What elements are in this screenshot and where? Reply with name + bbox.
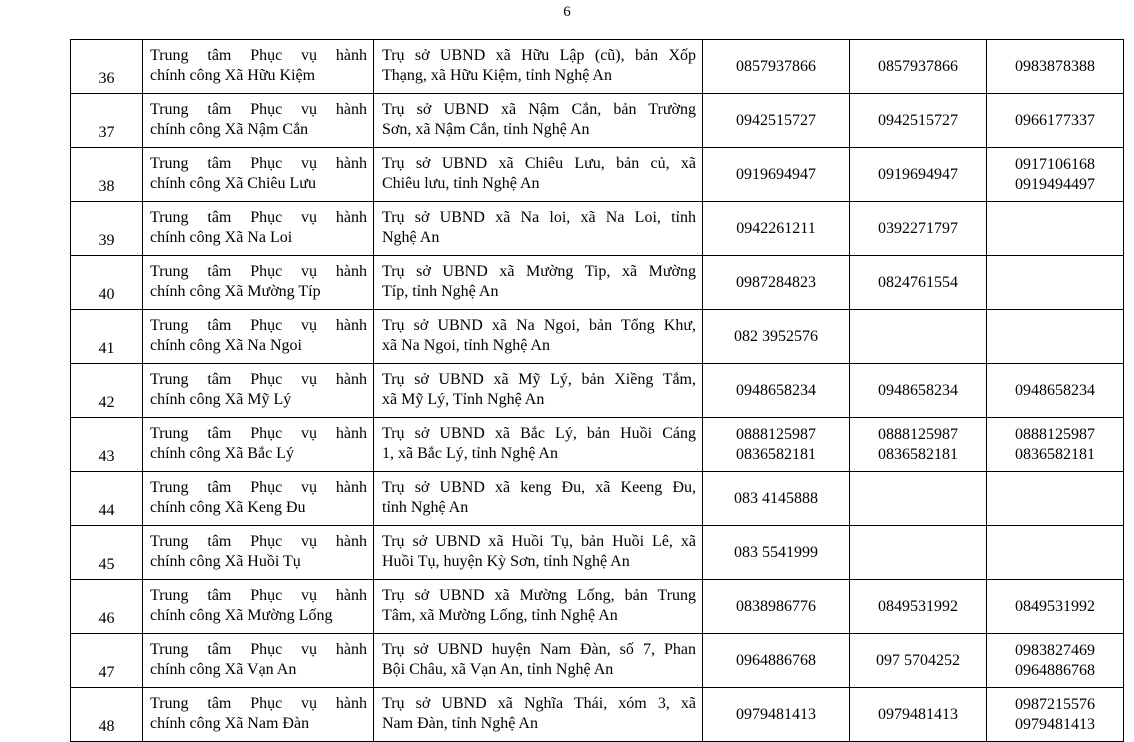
table-row [71,40,1124,94]
row-number: 40 [71,256,143,310]
phone-cell-2 [850,634,987,688]
phone-cell-3 [987,148,1124,202]
center-name-line-1: Trung tâm Phục vụ hành [150,263,367,280]
phone-number: 0979481413 [878,705,958,723]
address-line-1: Trụ sở UBND huyện Nam Đàn, số 7, Phan [382,641,696,658]
center-name-cell [143,688,374,742]
table-row [71,202,1124,256]
phone-number: 0919694947 [736,165,816,183]
phone-cell-3 [987,634,1124,688]
page-number: 6 [563,4,571,20]
phone-cell-1 [703,526,850,580]
center-name-line-2: chính công Xã Mỹ Lý [150,391,292,408]
phone-cell-1 [703,364,850,418]
phone-cell-1 [703,472,850,526]
address-cell [374,526,703,580]
address-line-2: Tâm, xã Mường Lống, tỉnh Nghệ An [382,607,618,624]
phone-cell-3 [987,688,1124,742]
phone-number: 0857937866 [878,57,958,75]
phone-number: 0917106168 [1015,155,1095,173]
phone-number: 0987284823 [736,273,816,291]
phone-cell-3 [987,202,1124,256]
row-number: 42 [71,364,143,418]
phone-cell-2 [850,526,987,580]
phone-number: 0979481413 [736,705,816,723]
phone-cell-3 [987,418,1124,472]
center-name-line-1: Trung tâm Phục vụ hành [150,479,367,496]
center-name-line-1: Trung tâm Phục vụ hành [150,317,367,334]
table-row [71,310,1124,364]
address-line-2: Nghệ An [382,229,440,246]
center-name-line-1: Trung tâm Phục vụ hành [150,587,367,604]
center-name-line-2: chính công Xã Bắc Lý [150,445,294,462]
address-cell [374,40,703,94]
address-line-1: Trụ sở UBND xã Chiêu Lưu, bản củ, xã [382,155,696,172]
center-name-cell [143,202,374,256]
phone-number: 0983878388 [1015,57,1095,75]
row-number: 43 [71,418,143,472]
phone-cell-1 [703,256,850,310]
center-name-line-2: chính công Xã Hữu Kiệm [150,67,316,84]
center-name-line-2: chính công Xã Huồi Tụ [150,553,301,570]
address-line-1: Trụ sở UBND xã Mường Lống, bản Trung [382,587,696,604]
phone-number: 0836582181 [878,445,958,463]
row-number: 46 [71,580,143,634]
phone-number: 0964886768 [736,651,816,669]
phone-number: 082 3952576 [734,327,818,345]
table-row [71,580,1124,634]
center-name-cell [143,94,374,148]
center-name-cell [143,634,374,688]
phone-cell-3 [987,94,1124,148]
address-cell [374,256,703,310]
phone-number: 0888125987 [736,425,816,443]
phone-number: 083 4145888 [734,489,818,507]
row-number: 39 [71,202,143,256]
phone-cell-3 [987,40,1124,94]
phone-cell-3 [987,310,1124,364]
address-line-2: Típ, tỉnh Nghệ An [382,283,499,300]
address-line-2: xã Mỹ Lý, Tỉnh Nghệ An [382,391,545,408]
table-row [71,688,1124,742]
address-line-1: Trụ sở UBND xã Mường Tip, xã Mường [382,263,696,280]
address-line-2: xã Na Ngoi, tỉnh Nghệ An [382,337,550,354]
phone-number: 0838986776 [736,597,816,615]
phone-number: 0857937866 [736,57,816,75]
address-line-2: Thạng, xã Hữu Kiệm, tỉnh Nghệ An [382,67,612,84]
phone-cell-1 [703,310,850,364]
address-line-1: Trụ sở UBND xã Na Ngoi, bản Tổng Khư, [382,317,696,334]
phone-number: 0888125987 [878,425,958,443]
table-row [71,418,1124,472]
center-name-cell [143,256,374,310]
center-name-line-2: chính công Xã Na Loi [150,229,293,246]
table-row [71,364,1124,418]
phone-number: 083 5541999 [734,543,818,561]
phone-cell-2 [850,418,987,472]
address-line-1: Trụ sở UBND xã Na loi, xã Na Loi, tỉnh [382,209,696,226]
phone-number: 0888125987 [1015,425,1095,443]
phone-cell-2 [850,310,987,364]
address-cell [374,472,703,526]
phone-number: 0979481413 [1015,715,1095,733]
center-name-line-1: Trung tâm Phục vụ hành [150,695,367,712]
address-line-1: Trụ sở UBND xã Bắc Lý, bản Huồi Cáng [382,425,696,442]
address-line-1: Trụ sở UBND xã Mỹ Lý, bản Xiềng Tắm, [382,371,696,388]
address-cell [374,364,703,418]
center-name-cell [143,580,374,634]
phone-cell-2 [850,472,987,526]
center-name-line-2: chính công Xã Mường Lống [150,607,333,624]
center-name-line-1: Trung tâm Phục vụ hành [150,209,367,226]
address-cell [374,202,703,256]
table-row [71,148,1124,202]
row-number: 37 [71,94,143,148]
phone-cell-1 [703,202,850,256]
center-name-line-2: chính công Xã Nam Đàn [150,715,310,732]
phone-number: 0392271797 [878,219,958,237]
center-name-line-2: chính công Xã Vạn An [150,661,297,678]
phone-number: 0836582181 [1015,445,1095,463]
center-name-line-1: Trung tâm Phục vụ hành [150,47,367,64]
center-name-line-1: Trung tâm Phục vụ hành [150,533,367,550]
address-cell [374,634,703,688]
phone-number: 0849531992 [878,597,958,615]
row-number: 48 [71,688,143,742]
phone-number: 0964886768 [1015,661,1095,679]
phone-cell-1 [703,94,850,148]
center-name-line-1: Trung tâm Phục vụ hành [150,371,367,388]
address-cell [374,148,703,202]
row-number: 44 [71,472,143,526]
phone-cell-1 [703,580,850,634]
row-number: 47 [71,634,143,688]
phone-cell-2 [850,364,987,418]
phone-number: 0987215576 [1015,695,1095,713]
phone-cell-1 [703,688,850,742]
center-name-line-2: chính công Xã Mường Típ [150,283,321,300]
phone-cell-3 [987,364,1124,418]
contact-table-body [71,40,1124,742]
address-cell [374,310,703,364]
phone-cell-1 [703,148,850,202]
center-name-line-2: chính công Xã Keng Đu [150,499,306,516]
center-name-cell [143,526,374,580]
center-name-cell [143,310,374,364]
address-line-1: Trụ sở UBND xã Nậm Cắn, bản Trường [382,101,696,118]
phone-number: 0919694947 [878,165,958,183]
table-row [71,634,1124,688]
center-name-line-2: chính công Xã Nậm Cắn [150,121,309,138]
phone-number: 0836582181 [736,445,816,463]
address-line-1: Trụ sở UBND xã Huồi Tụ, bản Huồi Lê, xã [382,533,696,550]
contact-table [70,39,1124,742]
phone-cell-1 [703,418,850,472]
address-cell [374,418,703,472]
phone-cell-1 [703,634,850,688]
center-name-line-1: Trung tâm Phục vụ hành [150,425,367,442]
phone-cell-3 [987,580,1124,634]
phone-cell-2 [850,148,987,202]
phone-cell-2 [850,688,987,742]
row-number: 41 [71,310,143,364]
address-cell [374,94,703,148]
center-name-line-1: Trung tâm Phục vụ hành [150,641,367,658]
address-cell [374,580,703,634]
phone-cell-3 [987,256,1124,310]
phone-number: 0948658234 [736,381,816,399]
address-line-1: Trụ sở UBND xã keng Đu, xã Keeng Đu, [382,479,696,496]
table-row [71,472,1124,526]
phone-number: 0983827469 [1015,641,1095,659]
row-number: 45 [71,526,143,580]
phone-number: 0942515727 [736,111,816,129]
table-row [71,94,1124,148]
phone-cell-2 [850,256,987,310]
center-name-line-2: chính công Xã Chiêu Lưu [150,175,316,192]
center-name-cell [143,364,374,418]
table-row [71,256,1124,310]
phone-number: 0966177337 [1015,111,1095,129]
address-line-2: Bội Châu, xã Vạn An, tỉnh Nghệ An [382,661,614,678]
center-name-cell [143,418,374,472]
address-line-1: Trụ sở UBND xã Hữu Lập (cũ), bản Xốp [382,47,696,64]
phone-number: 0942515727 [878,111,958,129]
phone-cell-3 [987,526,1124,580]
center-name-line-2: chính công Xã Na Ngoi [150,337,302,354]
row-number: 36 [71,40,143,94]
address-line-2: Chiêu lưu, tỉnh Nghệ An [382,175,540,192]
phone-number: 0919494497 [1015,175,1095,193]
phone-cell-2 [850,94,987,148]
phone-cell-3 [987,472,1124,526]
phone-number: 0942261211 [736,219,816,237]
phone-number: 097 5704252 [876,651,960,669]
address-line-1: Trụ sở UBND xã Nghĩa Thái, xóm 3, xã [382,695,696,712]
phone-cell-2 [850,40,987,94]
phone-number: 0824761554 [878,273,958,291]
center-name-cell [143,472,374,526]
address-line-2: tỉnh Nghệ An [382,499,469,516]
phone-number: 0849531992 [1015,597,1095,615]
address-line-2: Nam Đàn, tỉnh Nghệ An [382,715,538,732]
table-row [71,526,1124,580]
phone-cell-1 [703,40,850,94]
phone-number: 0948658234 [1015,381,1095,399]
phone-cell-2 [850,580,987,634]
address-line-2: Huồi Tụ, huyện Kỳ Sơn, tỉnh Nghệ An [382,553,630,570]
phone-number: 0948658234 [878,381,958,399]
center-name-line-1: Trung tâm Phục vụ hành [150,155,367,172]
center-name-cell [143,148,374,202]
center-name-line-1: Trung tâm Phục vụ hành [150,101,367,118]
address-line-2: Sơn, xã Nậm Cắn, tỉnh Nghệ An [382,121,590,138]
phone-cell-2 [850,202,987,256]
address-line-2: 1, xã Bắc Lý, tỉnh Nghệ An [382,445,558,462]
row-number: 38 [71,148,143,202]
address-cell [374,688,703,742]
center-name-cell [143,40,374,94]
